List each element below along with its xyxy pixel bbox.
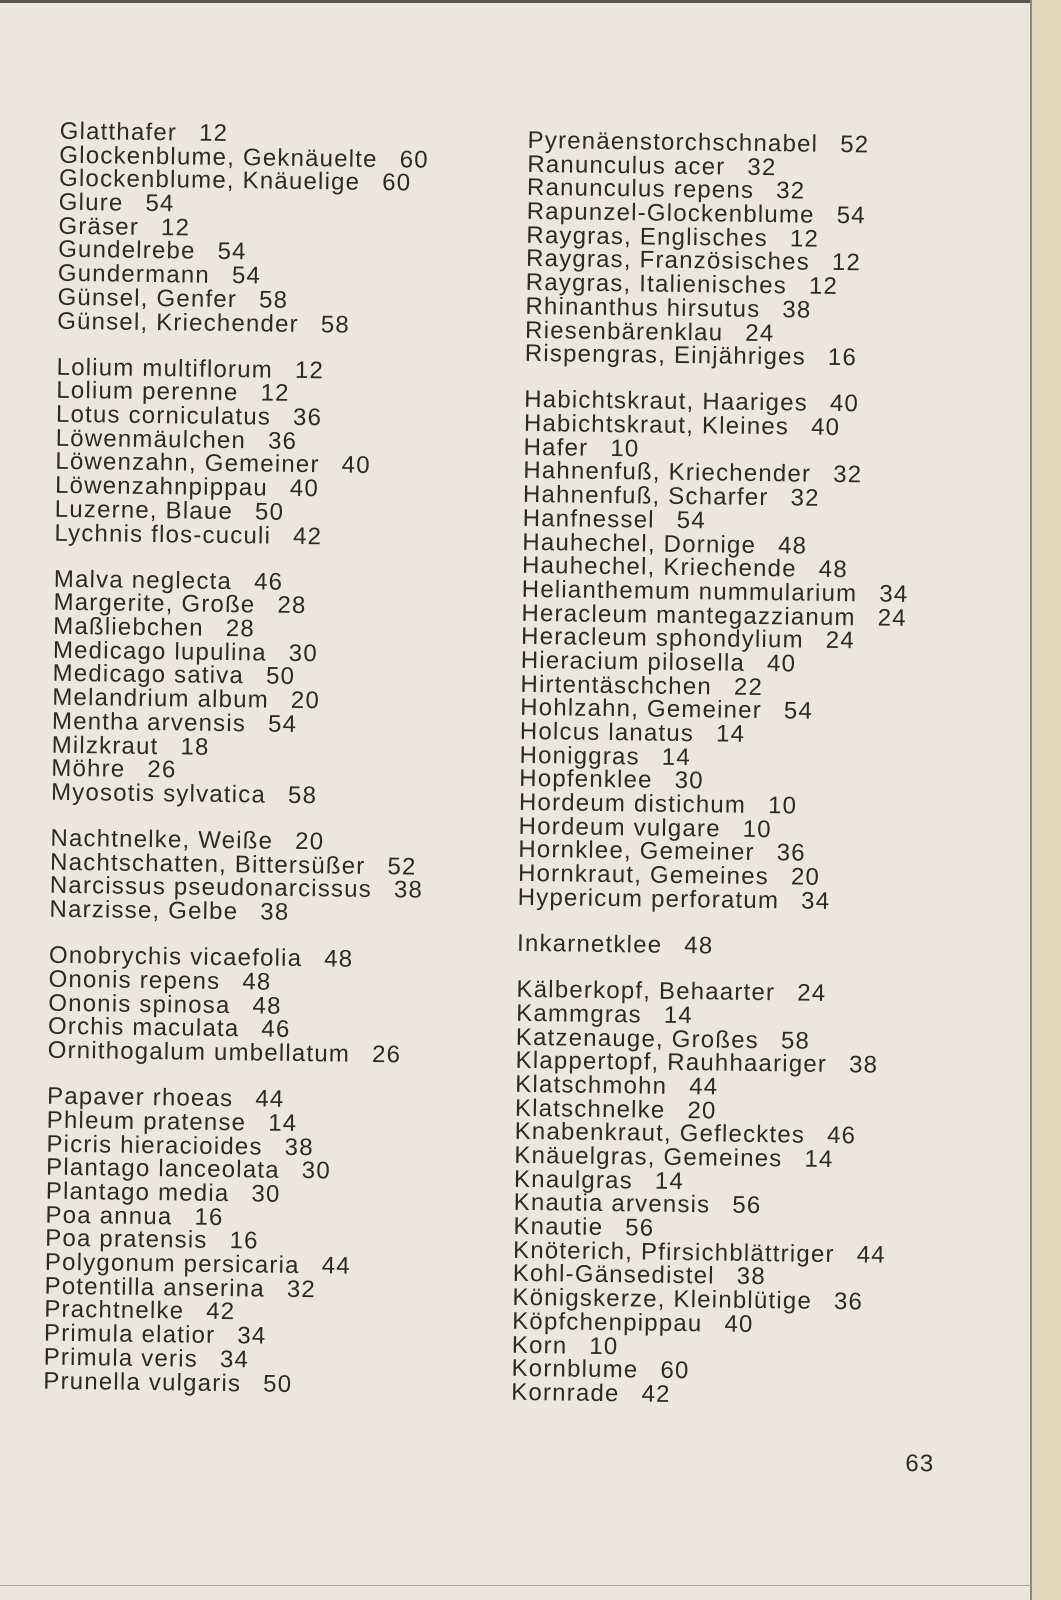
entry-page: 40 xyxy=(289,474,320,503)
entry-page: 36 xyxy=(833,1288,864,1316)
entry-page: 10 xyxy=(742,815,773,843)
entry-term: Knäuelgras, Gemeines xyxy=(514,1141,783,1173)
entry-page: 38 xyxy=(736,1263,767,1291)
entry-term: Rispengras, Einjähriges xyxy=(524,340,807,371)
entry-term: Glure xyxy=(58,188,124,217)
entry-page: 50 xyxy=(254,498,285,526)
entry-page: 54 xyxy=(217,238,247,266)
entry-term: Picris hieracioides xyxy=(46,1130,263,1161)
entry-page: 60 xyxy=(381,169,412,197)
entry-term: Lotus corniculatus xyxy=(55,400,272,431)
entry-term: Honiggras xyxy=(519,741,640,771)
entry-term: Ornithogalum umbellatum xyxy=(47,1036,351,1068)
entry-page: 60 xyxy=(660,1356,690,1385)
entry-term: Gundelrebe xyxy=(57,236,196,266)
entry-page: 32 xyxy=(776,177,806,205)
entry-term: Potentilla anserina xyxy=(44,1272,266,1303)
entry-term: Habichtskraut, Haariges xyxy=(524,386,809,417)
entry-term: Glockenblume, Geknäuelte xyxy=(59,141,378,173)
entry-term: Rhinanthus hirsutus xyxy=(525,292,761,323)
entry-page: 58 xyxy=(780,1026,811,1055)
entry-term: Hirtentäschchen xyxy=(520,670,713,700)
entry-page: 20 xyxy=(294,827,325,856)
entry-page: 16 xyxy=(827,344,858,372)
entry-term: Katzenauge, Großes xyxy=(515,1023,760,1054)
entry-term: Klatschnelke xyxy=(514,1094,666,1124)
page-number: 63 xyxy=(905,1449,935,1478)
entry-page: 12 xyxy=(831,249,862,277)
entry-page: 36 xyxy=(292,403,323,432)
entry-term: Hafer xyxy=(523,433,589,462)
entry-term: Nachtnelke, Weiße xyxy=(50,824,274,855)
entry-page: 52 xyxy=(840,131,870,159)
entry-page: 44 xyxy=(321,1252,351,1280)
entry-term: Hopfenklee xyxy=(519,765,653,794)
entry-page: 20 xyxy=(290,686,321,715)
entry-page: 34 xyxy=(219,1345,250,1374)
index-group xyxy=(516,929,904,961)
entry-page: 40 xyxy=(829,390,860,418)
entry-term: Melandrium album xyxy=(52,683,270,714)
entry-term: Plantago lanceolata xyxy=(45,1154,280,1185)
entry-term: Prunella vulgaris xyxy=(43,1367,242,1397)
entry-page: 34 xyxy=(800,887,831,915)
entry-term: Kälberkopf, Behaarter xyxy=(516,976,776,1007)
entry-page: 28 xyxy=(225,615,256,643)
entry-page: 30 xyxy=(301,1157,332,1185)
entry-page: 24 xyxy=(877,604,907,632)
entry-term: Ranunculus repens xyxy=(526,174,755,205)
entry-term: Lolium perenne xyxy=(56,377,239,407)
entry-page: 38 xyxy=(284,1133,314,1161)
entry-term: Riesenbärenklau xyxy=(524,316,724,346)
entry-term: Raygras, Italienisches xyxy=(525,269,788,300)
entry-term: Pyrenäenstorchschnabel xyxy=(527,126,819,158)
entry-term: Klatschmohn xyxy=(515,1070,668,1100)
entry-page: 48 xyxy=(324,945,354,974)
index-group xyxy=(518,388,911,914)
entry-page: 10 xyxy=(589,1332,619,1360)
entry-page: 54 xyxy=(267,710,298,738)
entry-page: 12 xyxy=(294,356,325,384)
entry-term: Onobrychis vicaefolia xyxy=(48,942,303,973)
entry-page: 20 xyxy=(687,1096,717,1125)
entry-page: 42 xyxy=(206,1298,236,1326)
entry-page: 14 xyxy=(715,720,746,748)
entry-term: Medicago sativa xyxy=(52,660,245,690)
entry-page: 56 xyxy=(625,1214,655,1242)
entry-term: Hieracium pilosella xyxy=(520,646,746,677)
entry-page: 12 xyxy=(198,119,229,147)
entry-page: 12 xyxy=(808,272,839,301)
entry-page: 44 xyxy=(689,1073,719,1101)
index-entry xyxy=(54,521,428,550)
index-group xyxy=(49,824,424,927)
entry-page: 54 xyxy=(676,506,707,535)
entry-page: 10 xyxy=(610,434,640,463)
entry-page: 38 xyxy=(393,876,424,905)
entry-term: Primula elatior xyxy=(43,1319,216,1350)
entry-page: 14 xyxy=(804,1145,834,1174)
entry-term: Klappertopf, Rauhhaariger xyxy=(515,1047,828,1079)
entry-term: Helianthemum nummularium xyxy=(521,575,858,608)
entry-term: Poa pratensis xyxy=(45,1225,208,1255)
entry-term: Königskerze, Kleinblütige xyxy=(512,1283,813,1315)
entry-page: 38 xyxy=(782,296,812,324)
entry-page: 58 xyxy=(287,781,318,810)
entry-page: 42 xyxy=(641,1380,671,1408)
entry-page: 50 xyxy=(262,1370,293,1398)
entry-page: 40 xyxy=(810,413,841,442)
entry-term: Hahnenfuß, Scharfer xyxy=(522,481,769,512)
entry-page: 44 xyxy=(255,1085,285,1114)
index-entry xyxy=(517,883,905,915)
index-entry xyxy=(50,778,425,810)
entry-term: Rapunzel-Glockenblume xyxy=(526,197,815,229)
entry-term: Phleum pratense xyxy=(46,1106,247,1137)
entry-term: Margerite, Große xyxy=(53,589,256,619)
entry-page: 18 xyxy=(180,732,210,761)
entry-page: 24 xyxy=(825,627,856,655)
entry-term: Hornkraut, Gemeines xyxy=(517,859,770,891)
entry-term: Malva neglecta xyxy=(53,565,233,595)
entry-term: Primula veris xyxy=(43,1343,199,1373)
entry-term: Löwenmäulchen xyxy=(55,424,247,455)
entry-page: 54 xyxy=(836,202,866,230)
entry-page: 32 xyxy=(286,1275,317,1303)
entry-term: Raygras, Englisches xyxy=(526,221,769,252)
index-group xyxy=(511,978,903,1409)
entry-term: Glockenblume, Knäuelige xyxy=(58,165,361,197)
entry-term: Heracleum sphondylium xyxy=(520,623,804,654)
entry-term: Kohl-Gänsedistel xyxy=(512,1260,715,1290)
entry-term: Nachtschatten, Bittersüßer xyxy=(49,848,366,880)
index-entry xyxy=(525,342,912,371)
entry-page: 14 xyxy=(268,1109,298,1137)
entry-term: Raygras, Französisches xyxy=(525,245,811,277)
entry-term: Hordeum vulgare xyxy=(518,812,721,843)
entry-term: Ononis spinosa xyxy=(48,989,231,1019)
entry-page: 40 xyxy=(724,1310,754,1338)
entry-page: 14 xyxy=(654,1167,685,1195)
entry-term: Knautia arvensis xyxy=(513,1189,711,1219)
entry-page: 46 xyxy=(826,1122,857,1150)
index-entry xyxy=(511,1378,898,1410)
entry-page: 30 xyxy=(251,1180,281,1208)
entry-page: 56 xyxy=(732,1192,762,1220)
entry-term: Günsel, Genfer xyxy=(57,283,238,313)
entry-term: Mentha arvensis xyxy=(51,707,247,738)
entry-term: Löwenzahn, Gemeiner xyxy=(55,448,320,479)
entry-term: Milzkraut xyxy=(51,731,159,760)
entry-page: 14 xyxy=(661,743,692,771)
index-group xyxy=(57,117,433,339)
entry-term: Narzisse, Gelbe xyxy=(49,895,239,926)
entry-term: Hypericum perforatum xyxy=(517,883,780,915)
entry-term: Hauhechel, Kriechende xyxy=(521,552,797,583)
entry-page: 48 xyxy=(252,992,282,1020)
entry-page: 16 xyxy=(194,1203,224,1231)
entry-page: 32 xyxy=(747,153,777,181)
entry-page: 52 xyxy=(387,852,417,881)
entry-term: Orchis maculata xyxy=(47,1013,240,1043)
entry-term: Luzerne, Blaue xyxy=(54,495,234,525)
entry-page: 48 xyxy=(684,932,714,960)
entry-term: Ononis repens xyxy=(48,965,221,995)
entry-page: 12 xyxy=(789,225,820,253)
entry-page: 26 xyxy=(371,1041,402,1069)
entry-page: 24 xyxy=(797,979,827,1008)
entry-term: Kornblume xyxy=(511,1354,639,1384)
entry-page: 58 xyxy=(258,286,289,314)
entry-term: Hornklee, Gemeiner xyxy=(518,836,755,867)
entry-term: Möhre xyxy=(51,754,126,783)
entry-page: 42 xyxy=(292,522,323,550)
index-group xyxy=(43,1082,420,1398)
entry-page: 54 xyxy=(231,262,262,290)
index-entry xyxy=(516,929,904,961)
entry-page: 40 xyxy=(766,650,797,678)
entry-term: Polygonum persicaria xyxy=(44,1248,300,1280)
entry-term: Knaulgras xyxy=(513,1165,634,1195)
entry-term: Korn xyxy=(511,1331,568,1360)
entry-term: Günsel, Kriechender xyxy=(57,307,299,338)
entry-term: Lychnis flos-cuculi xyxy=(54,519,272,550)
entry-term: Myosotis sylvatica xyxy=(50,778,267,809)
entry-term: Ranunculus acer xyxy=(527,150,726,181)
index-group xyxy=(48,944,423,1067)
entry-page: 30 xyxy=(674,767,704,795)
entry-term: Knöterich, Pfirsichblättriger xyxy=(512,1236,835,1268)
entry-page: 38 xyxy=(260,898,290,926)
entry-page: 36 xyxy=(267,427,298,455)
entry-page: 10 xyxy=(767,792,798,820)
entry-page: 12 xyxy=(160,213,191,242)
entry-term: Narcissus pseudonarcissus xyxy=(49,872,373,904)
entry-term: Holcus lanatus xyxy=(519,717,695,748)
entry-page: 34 xyxy=(237,1322,267,1350)
entry-term: Hahnenfuß, Kriechender xyxy=(523,457,812,489)
entry-term: Hauhechel, Dornige xyxy=(522,528,757,559)
entry-term: Knautie xyxy=(513,1212,604,1242)
entry-term: Kammgras xyxy=(516,999,643,1029)
entry-page: 54 xyxy=(783,697,814,726)
entry-term: Prachtnelke xyxy=(44,1296,185,1325)
entry-term: Knabenkraut, Geflecktes xyxy=(514,1118,806,1149)
entry-term: Gräser xyxy=(58,212,140,241)
index-group xyxy=(524,126,915,372)
index-group xyxy=(51,567,427,809)
entry-page: 48 xyxy=(818,555,849,584)
entry-term: Gundermann xyxy=(57,259,211,289)
entry-term: Löwenzahnpippau xyxy=(54,471,269,502)
entry-page: 40 xyxy=(341,451,371,480)
entry-term: Plantago media xyxy=(45,1177,230,1208)
entry-page: 60 xyxy=(399,145,429,174)
entry-page: 38 xyxy=(848,1051,879,1079)
index-group xyxy=(54,355,430,549)
entry-page: 32 xyxy=(833,461,863,489)
entry-page: 22 xyxy=(733,673,764,701)
entry-page: 26 xyxy=(147,756,177,784)
index-column-right xyxy=(511,126,914,1410)
entry-page: 48 xyxy=(242,968,272,996)
entry-term: Medicago lupulina xyxy=(52,636,267,667)
entry-page: 46 xyxy=(261,1015,291,1044)
entry-term: Lolium multiflorum xyxy=(56,353,274,384)
entry-term: Habichtskraut, Kleines xyxy=(523,409,790,441)
entry-page: 36 xyxy=(776,839,806,868)
entry-page: 28 xyxy=(277,592,307,620)
entry-page: 24 xyxy=(745,319,775,347)
entry-page: 30 xyxy=(288,639,319,667)
entry-page: 46 xyxy=(253,568,284,596)
entry-page: 44 xyxy=(856,1241,886,1269)
entry-page: 12 xyxy=(260,379,290,408)
entry-page: 14 xyxy=(663,1001,694,1030)
entry-page: 50 xyxy=(265,662,296,691)
entry-term: Kornrade xyxy=(511,1378,620,1408)
entry-term: Köpfchenpippau xyxy=(512,1307,703,1338)
entry-term: Glatthafer xyxy=(59,117,178,147)
entry-term: Hohlzahn, Gemeiner xyxy=(520,694,763,725)
entry-page: 32 xyxy=(790,484,820,512)
entry-page: 48 xyxy=(777,531,808,560)
entry-page: 58 xyxy=(320,310,351,339)
entry-term: Poa annua xyxy=(45,1201,173,1231)
entry-term: Hanfnessel xyxy=(522,504,655,534)
entry-page: 16 xyxy=(229,1227,259,1255)
entry-term: Inkarnetklee xyxy=(516,929,663,959)
entry-term: Heracleum mantegazzianum xyxy=(521,599,856,631)
entry-page: 34 xyxy=(879,580,909,608)
index-entry xyxy=(47,1036,422,1069)
index-column-left xyxy=(43,117,433,1398)
entry-term: Maßliebchen xyxy=(53,612,205,642)
entry-term: Papaver rhoeas xyxy=(46,1082,234,1113)
entry-page: 20 xyxy=(790,863,821,891)
index-entry xyxy=(57,309,431,338)
entry-page: 54 xyxy=(145,189,175,218)
index-entry xyxy=(43,1369,417,1398)
entry-term: Hordeum distichum xyxy=(518,788,747,819)
